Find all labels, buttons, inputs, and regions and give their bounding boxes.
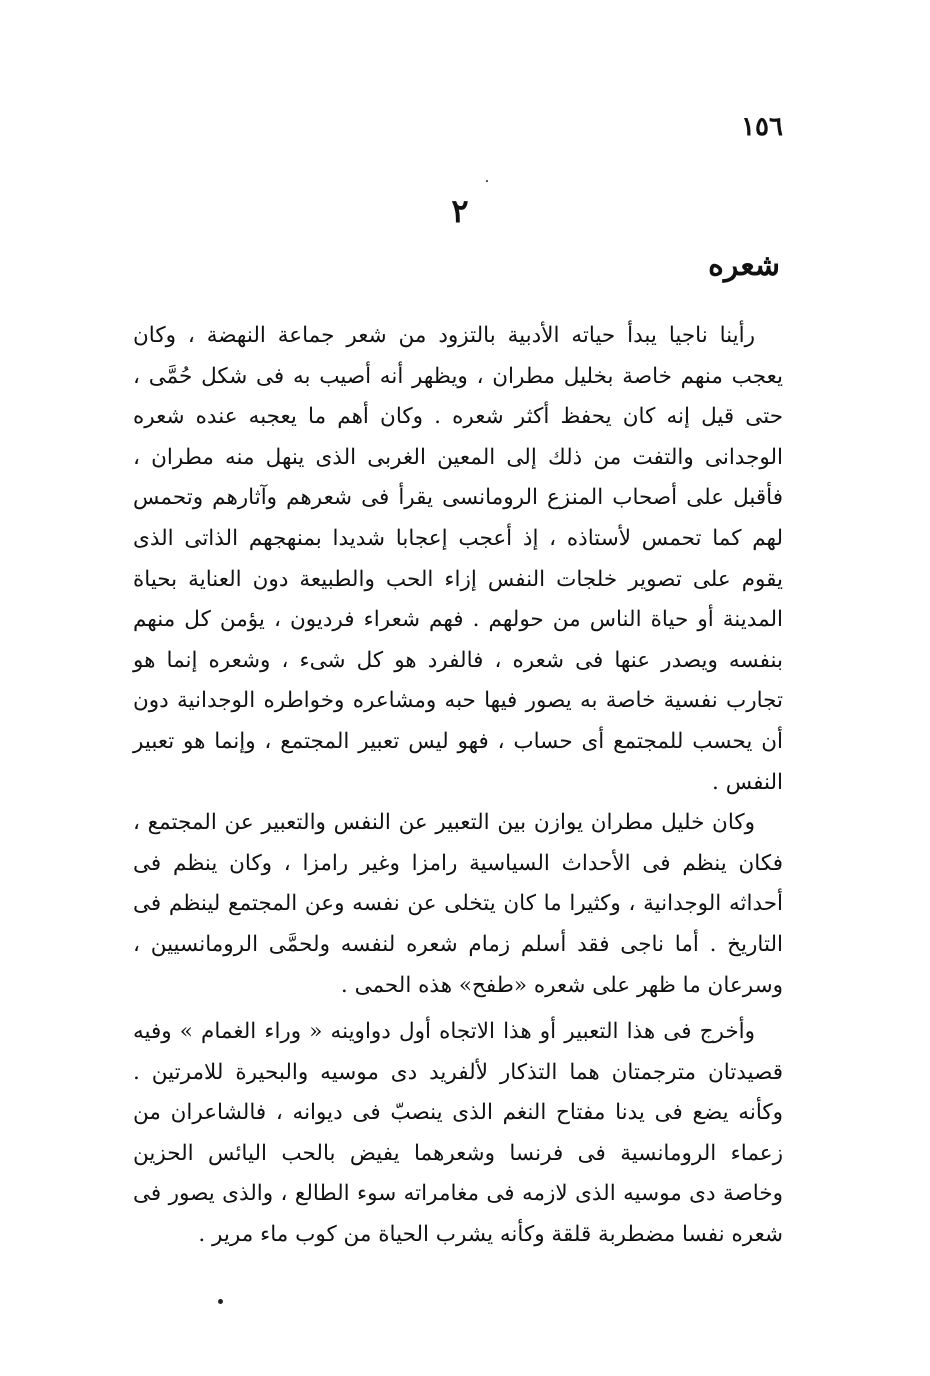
page-number: ١٥٦ [741,112,783,142]
section-title: شعره [708,248,780,283]
ink-speck [486,180,488,182]
paragraph: رأينا ناجيا يبدأ حياته الأدبية بالتزود من شعر جماعة النهضة ، وكان يعجب منهم خاصة بخليل مطران ، ويظهر أنه أصيب به فى شكل حُمَّى ، حتى قيل إنه كان يحفظ أكثر شعره . وكان أهم ما يعجبه عنده شعره الوجدانى والتفت من ذلك إلى المعين الغربى الذى ينهل منه مطران ، فأقبل على أصحاب المنزع الرومانسى يقرأ فى شعرهم وآثارهم وتحمس لهم كما تحمس لأستاذه ، إذ أعجب إعجابا شديدا بمنهجهم الذاتى الذى يقوم على تصوير خلجات النفس إزاء الحب والطبيعة دون العناية بحياة المدينة أو حياة الناس من حولهم . فهم شعراء فرديون ، يؤمن كل منهم بنفسه ويصدر عنها فى شعره ، فالفرد هو كل شىء ، وشعره إنما هو تجارب نفسية خاصة به يصور فيها حبه ومشاعره وخواطره الوجدانية دون أن يحسب للمجتمع أى حساب ، فهو ليس تعبير المجتمع ، وإنما هو تعبير النفس . [133,323,783,795]
section-number: ٢ [451,192,469,230]
paragraph: وأخرج فى هذا التعبير أو هذا الاتجاه أول دواوينه « وراء الغمام » وفيه قصيدتان مترجمتان هما التذكار لألفريد دى موسيه والبحيرة للامرتين . وكأنه يضع فى يدنا مفتاح النغم الذى ينصبّ فى ديوانه ، فالشاعران من زعماء الرومانسية فى فرنسا وشعرهما يفيض بالحب اليائس الحزين وخاصة دى موسيه الذى لازمه فى مغامراته سوء الطالع ، والذى يصور فى شعره نفسا مضطربة قلقة وكأنه يشرب الحياة من كوب ماء مرير . [133,1019,783,1248]
paragraph: وكان خليل مطران يوازن بين التعبير عن النفس والتعبير عن المجتمع ، فكان ينظم فى الأحداث السياسية رامزا وغير رامزا ، وكان ينظم فى أحداثه الوجدانية ، وكثيرا ما كان يتخلى عن نفسه وعن المجتمع لينظم فى التاريخ . أما ناجى فقد أسلم زمام شعره لنفسه ولحمَّى الرومانسيين ، وسرعان ما ظهر على شعره «طفح» هذه الحمى . [133,810,783,998]
ink-speck [218,1299,223,1304]
body-text [133,316,783,1256]
